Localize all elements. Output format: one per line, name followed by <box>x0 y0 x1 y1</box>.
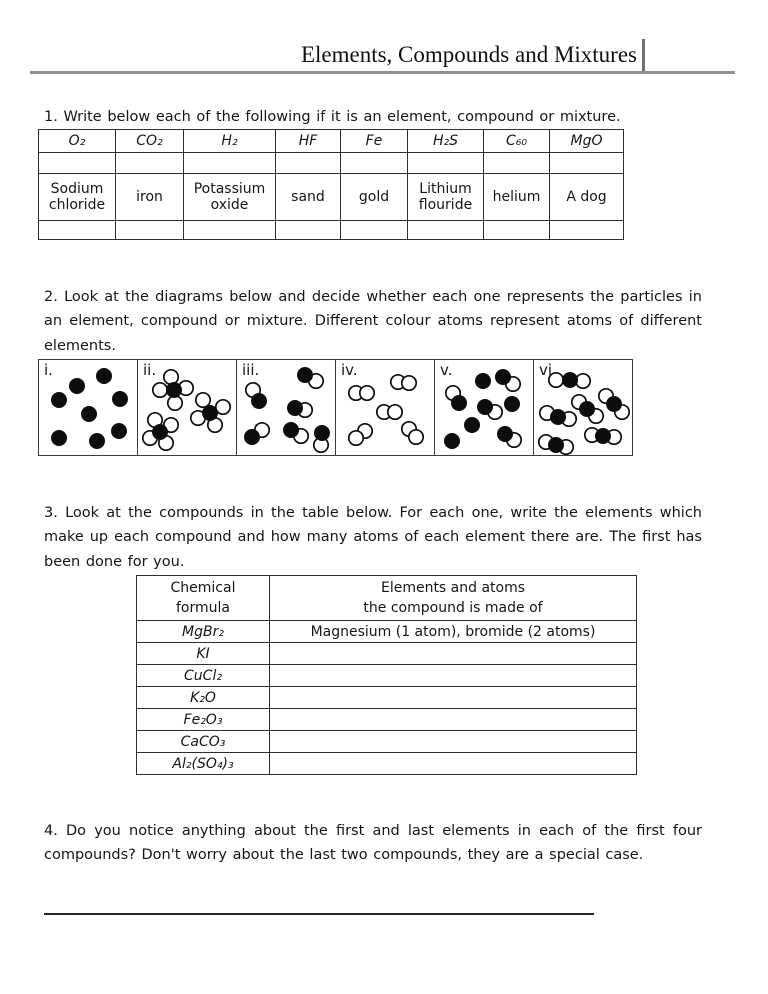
black-atom <box>475 373 491 389</box>
black-atom <box>314 425 330 441</box>
black-atom <box>166 382 182 398</box>
particle-diagram-svg <box>39 360 139 457</box>
substance-cell: Potassium oxide <box>184 174 276 221</box>
black-atom <box>606 396 622 412</box>
substance-cell: Sodium chloride <box>39 174 116 221</box>
answer-row <box>39 221 624 240</box>
formula-cell: Fe <box>341 130 408 153</box>
black-atom <box>444 433 460 449</box>
compound-row <box>137 665 637 687</box>
compound-answer-cell[interactable] <box>270 753 637 775</box>
substance-cell: iron <box>116 174 184 221</box>
compound-formula-cell: Fe₂O₃ <box>137 709 270 731</box>
answer-cell[interactable] <box>550 221 624 240</box>
diagram-label: i. <box>44 361 53 379</box>
white-atom <box>168 396 182 410</box>
question-2-text: 2. Look at the diagrams below and decide whether each one represents the particles in an element, compound or mixture. Different colour atoms represent atoms of different elements. <box>44 288 702 354</box>
page-title: Elements, Compounds and Mixtures <box>300 42 637 67</box>
formula-cell: HF <box>276 130 341 153</box>
substance-cell: A dog <box>550 174 624 221</box>
white-atom <box>164 370 178 384</box>
compound-formula-cell: K₂O <box>137 687 270 709</box>
diagram-label: v. <box>440 361 453 379</box>
answer-cell[interactable] <box>39 221 116 240</box>
black-atom <box>51 430 67 446</box>
black-atom <box>548 437 564 453</box>
header-line: formula <box>176 600 230 616</box>
white-atom <box>402 376 416 390</box>
compound-answer-cell[interactable] <box>270 687 637 709</box>
black-atom <box>550 409 566 425</box>
formula-cell: H₂ <box>184 130 276 153</box>
black-atom <box>464 417 480 433</box>
answer-cell[interactable] <box>184 153 276 174</box>
compound-formula-cell: CaCO₃ <box>137 731 270 753</box>
black-atom <box>251 393 267 409</box>
compound-row <box>137 731 637 753</box>
black-atom <box>89 433 105 449</box>
compound-formula-cell: CuCl₂ <box>137 665 270 687</box>
diagram-label: iii. <box>242 361 260 379</box>
black-atom <box>244 429 260 445</box>
answer-cell[interactable] <box>484 153 550 174</box>
black-atom <box>497 426 513 442</box>
diagram-label: iv. <box>341 361 358 379</box>
compound-row <box>137 621 637 643</box>
substance-cell: sand <box>276 174 341 221</box>
diagram-box-vi <box>533 359 633 456</box>
answer-cell[interactable] <box>341 153 408 174</box>
black-atom <box>112 391 128 407</box>
substance-row <box>39 174 624 221</box>
substance-cell: Lithium flouride <box>408 174 484 221</box>
black-atom <box>504 396 520 412</box>
white-atom <box>153 383 167 397</box>
classification-table <box>38 129 624 240</box>
compound-answer-cell[interactable] <box>270 709 637 731</box>
diagram-box-ii <box>137 359 237 456</box>
black-atom <box>202 405 218 421</box>
answer-cell[interactable] <box>408 221 484 240</box>
black-atom <box>495 369 511 385</box>
formula-cell: CO₂ <box>116 130 184 153</box>
answer-blank-line[interactable] <box>44 913 594 915</box>
black-atom <box>81 406 97 422</box>
answer-cell[interactable] <box>408 153 484 174</box>
compound-answer-cell: Magnesium (1 atom), bromide (2 atoms) <box>270 621 637 643</box>
answer-cell[interactable] <box>116 153 184 174</box>
black-atom <box>152 424 168 440</box>
compound-table <box>136 575 637 775</box>
answer-cell[interactable] <box>116 221 184 240</box>
answer-cell[interactable] <box>341 221 408 240</box>
formula-cell: MgO <box>550 130 624 153</box>
header-cell-formula <box>137 576 270 621</box>
white-atom <box>388 405 402 419</box>
compound-formula-cell: KI <box>137 643 270 665</box>
white-atom <box>409 430 423 444</box>
compound-row <box>137 643 637 665</box>
answer-cell[interactable] <box>550 153 624 174</box>
title-cursor-bar <box>642 39 645 73</box>
black-atom <box>51 392 67 408</box>
white-atom <box>196 393 210 407</box>
compound-formula-cell: MgBr₂ <box>137 621 270 643</box>
answer-cell[interactable] <box>184 221 276 240</box>
question-1-text: 1. Write below each of the following if it is an element, compound or mixture. <box>44 108 621 125</box>
compound-row <box>137 753 637 775</box>
answer-row <box>39 153 624 174</box>
black-atom <box>96 368 112 384</box>
compound-answer-cell[interactable] <box>270 643 637 665</box>
compound-table-header <box>137 576 637 621</box>
header-divider <box>30 71 735 74</box>
formula-cell: C₆₀ <box>484 130 550 153</box>
diagram-box-v <box>434 359 534 456</box>
formula-cell: O₂ <box>39 130 116 153</box>
formula-cell: H₂S <box>408 130 484 153</box>
diagram-label: vi <box>539 361 553 379</box>
question-4-text: 4. Do you notice anything about the first and last elements in each of the first four compounds? Don't worry about the last two compounds, they are a special case. <box>44 822 702 863</box>
question-3-text: 3. Look at the compounds in the table below. For each one, write the elements which make up each compound and how many atoms of each element there are. The first has been done for you. <box>44 504 702 570</box>
diagram-label: ii. <box>143 361 157 379</box>
compound-answer-cell[interactable] <box>270 731 637 753</box>
header-cell-elements <box>270 576 637 621</box>
particle-diagrams <box>38 359 633 456</box>
white-atom <box>349 431 363 445</box>
black-atom <box>287 400 303 416</box>
compound-answer-cell[interactable] <box>270 665 637 687</box>
compound-formula-cell: Al₂(SO₄)₃ <box>137 753 270 775</box>
compound-row <box>137 709 637 731</box>
compound-row <box>137 687 637 709</box>
black-atom <box>595 428 611 444</box>
white-atom <box>360 386 374 400</box>
header-line: Chemical <box>170 580 236 596</box>
substance-cell: gold <box>341 174 408 221</box>
black-atom <box>297 367 313 383</box>
answer-cell[interactable] <box>276 221 341 240</box>
black-atom <box>69 378 85 394</box>
black-atom <box>451 395 467 411</box>
answer-cell[interactable] <box>484 221 550 240</box>
white-atom <box>216 400 230 414</box>
diagram-box-iv <box>335 359 435 456</box>
header-line: the compound is made of <box>363 600 543 616</box>
white-atom <box>576 374 590 388</box>
black-atom <box>477 399 493 415</box>
header-line: Elements and atoms <box>380 580 526 596</box>
answer-cell[interactable] <box>276 153 341 174</box>
black-atom <box>562 372 578 388</box>
formula-row <box>39 130 624 153</box>
black-atom <box>283 422 299 438</box>
black-atom <box>111 423 127 439</box>
diagram-box-iii <box>236 359 336 456</box>
substance-cell: helium <box>484 174 550 221</box>
diagram-box-i <box>38 359 138 456</box>
answer-cell[interactable] <box>39 153 116 174</box>
black-atom <box>579 401 595 417</box>
